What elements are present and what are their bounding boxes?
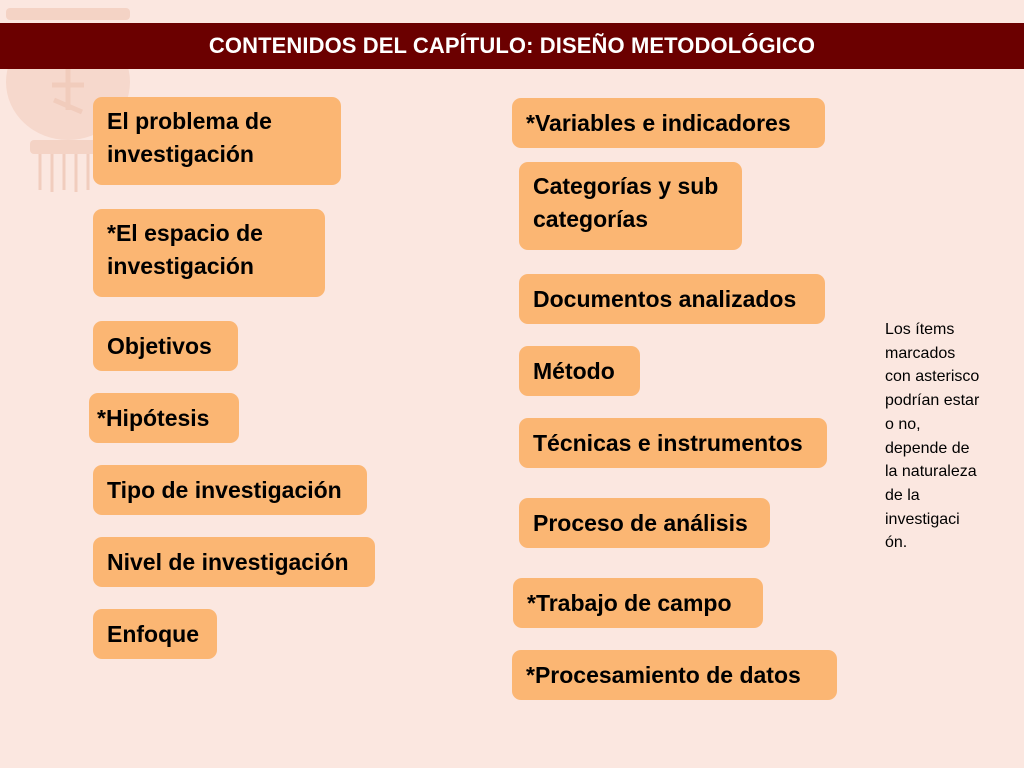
item-tipo: Tipo de investigación <box>93 465 367 515</box>
item-proceso: Proceso de análisis <box>519 498 770 548</box>
item-nivel: Nivel de investigación <box>93 537 375 587</box>
item-metodo: Método <box>519 346 640 396</box>
item-problema: El problema de investigación <box>93 97 341 185</box>
asterisk-note: Los ítems marcados con asterisco podrían estar o no, depende de la naturaleza de la investigaci ón. <box>885 321 980 552</box>
item-trabajo: *Trabajo de campo <box>513 578 763 628</box>
item-documentos: Documentos analizados <box>519 274 825 324</box>
item-categorias: Categorías y sub categorías <box>519 162 742 250</box>
item-variables: *Variables e indicadores <box>512 98 825 148</box>
item-tecnicas: Técnicas e instrumentos <box>519 418 827 468</box>
item-procesamiento: *Procesamiento de datos <box>512 650 837 700</box>
item-hipotesis: *Hipótesis <box>89 393 239 443</box>
item-objetivos: Objetivos <box>93 321 238 371</box>
page-title: CONTENIDOS DEL CAPÍTULO: DISEÑO METODOLÓGICO <box>0 23 1024 69</box>
item-enfoque: Enfoque <box>93 609 217 659</box>
item-espacio: *El espacio de investigación <box>93 209 325 297</box>
